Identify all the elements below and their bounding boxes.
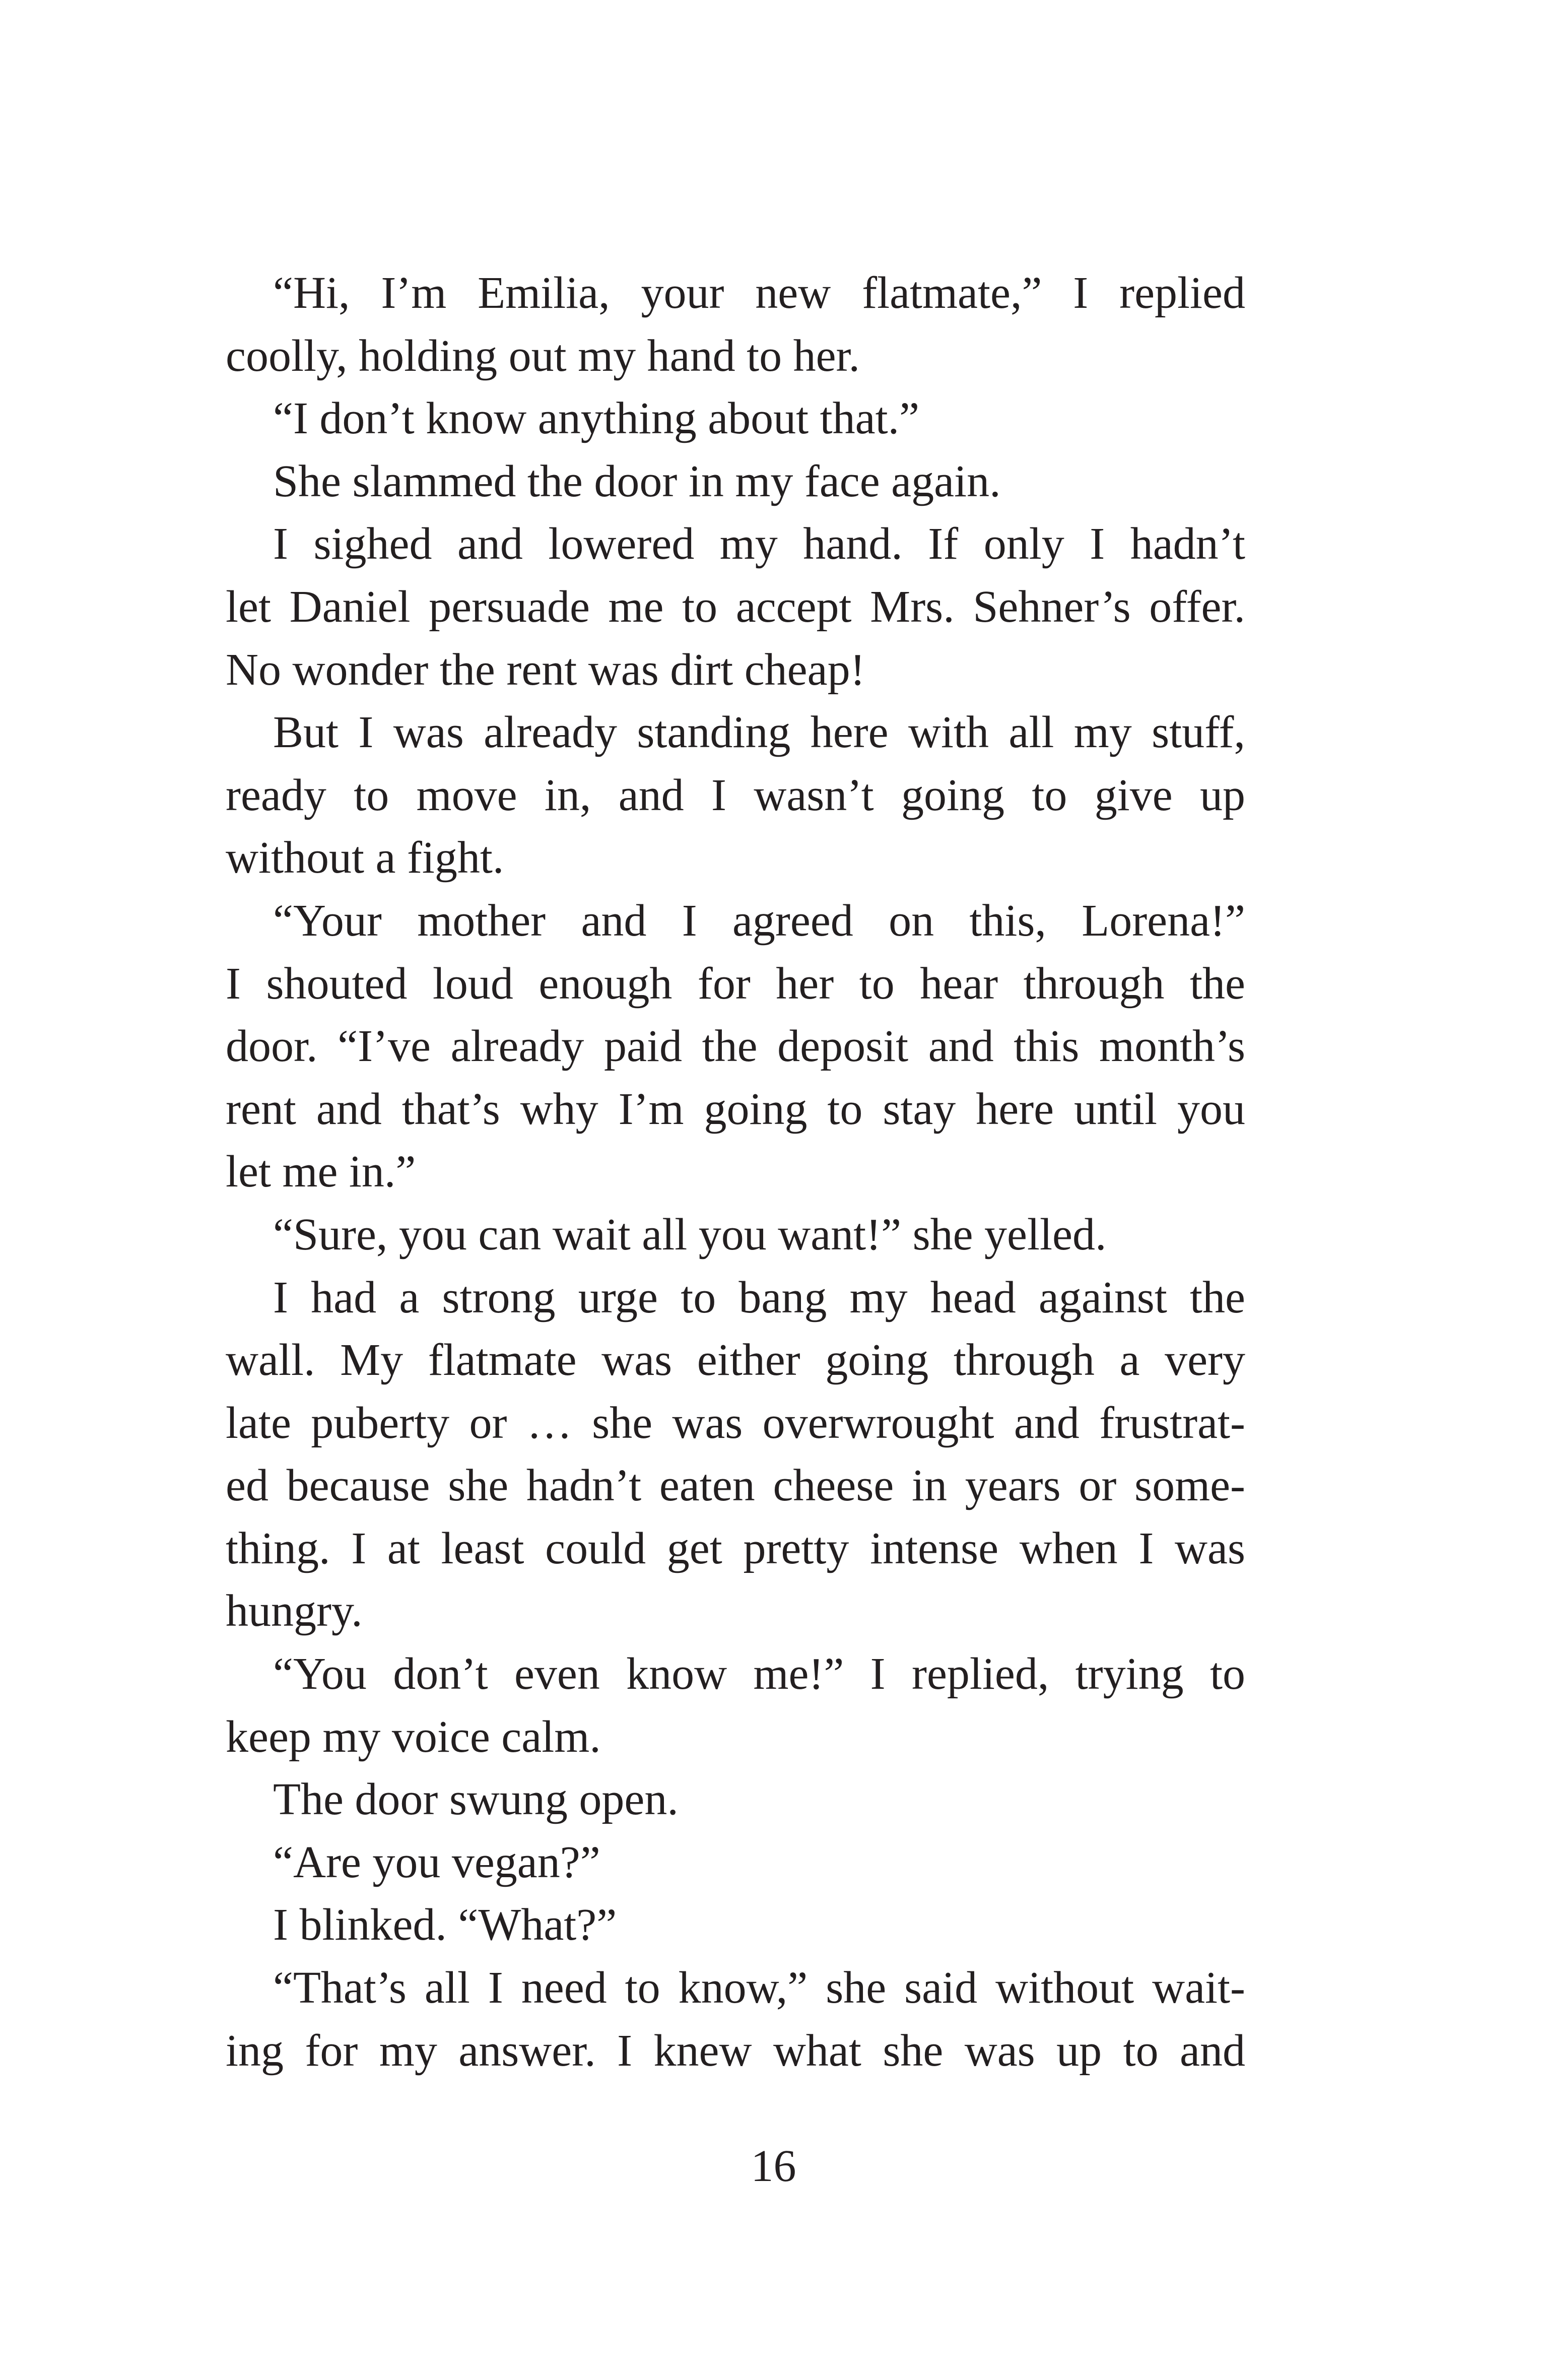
text-line: late puberty or … she was overwrought and frustrat- xyxy=(226,1398,1245,1448)
text-line: The door swung open. xyxy=(273,1774,679,1825)
text-line: let Daniel persuade me to accept Mrs. Sehner’s offer. xyxy=(226,581,1245,632)
text-line: door. “I’ve already paid the deposit and this month’s xyxy=(226,1021,1245,1072)
text-line: wall. My flatmate was either going through a very xyxy=(226,1335,1245,1385)
text-line: ready to move in, and I wasn’t going to give up xyxy=(226,770,1245,820)
text-line: ing for my answer. I knew what she was up to and xyxy=(226,2025,1245,2076)
text-line: keep my voice calm. xyxy=(226,1711,601,1762)
text-line: She slammed the door in my face again. xyxy=(273,456,1001,506)
text-line: But I was already standing here with all my stuff, xyxy=(273,707,1245,758)
text-line: “Your mother and I agreed on this, Lorena!” xyxy=(273,895,1245,946)
text-line: “Sure, you can wait all you want!” she yelled. xyxy=(273,1209,1107,1260)
text-line: ed because she hadn’t eaten cheese in years or some- xyxy=(226,1461,1245,1511)
page-number: 16 xyxy=(751,2141,796,2191)
text-line: coolly, holding out my hand to her. xyxy=(226,330,860,381)
body-text xyxy=(226,262,1245,2082)
text-line: rent and that’s why I’m going to stay here until you xyxy=(226,1084,1245,1134)
text-line: I had a strong urge to bang my head against the xyxy=(273,1272,1245,1323)
text-line: “That’s all I need to know,” she said without wait- xyxy=(273,1963,1245,2013)
text-line: I blinked. “What?” xyxy=(273,1900,617,1950)
text-line: “Are you vegan?” xyxy=(273,1837,600,1887)
text-line: thing. I at least could get pretty intense when I was xyxy=(226,1523,1245,1573)
text-line: without a fight. xyxy=(226,833,504,883)
text-line: “You don’t even know me!” I replied, trying to xyxy=(273,1649,1245,1699)
text-line: let me in.” xyxy=(226,1147,416,1197)
text-line: “I don’t know anything about that.” xyxy=(273,393,920,444)
text-line: No wonder the rent was dirt cheap! xyxy=(226,644,865,695)
text-line: hungry. xyxy=(226,1586,363,1636)
text-line: “Hi, I’m Emilia, your new flatmate,” I replied xyxy=(273,268,1245,318)
text-line: I shouted loud enough for her to hear through the xyxy=(226,958,1245,1009)
text-line: I sighed and lowered my hand. If only I hadn’t xyxy=(273,519,1245,569)
